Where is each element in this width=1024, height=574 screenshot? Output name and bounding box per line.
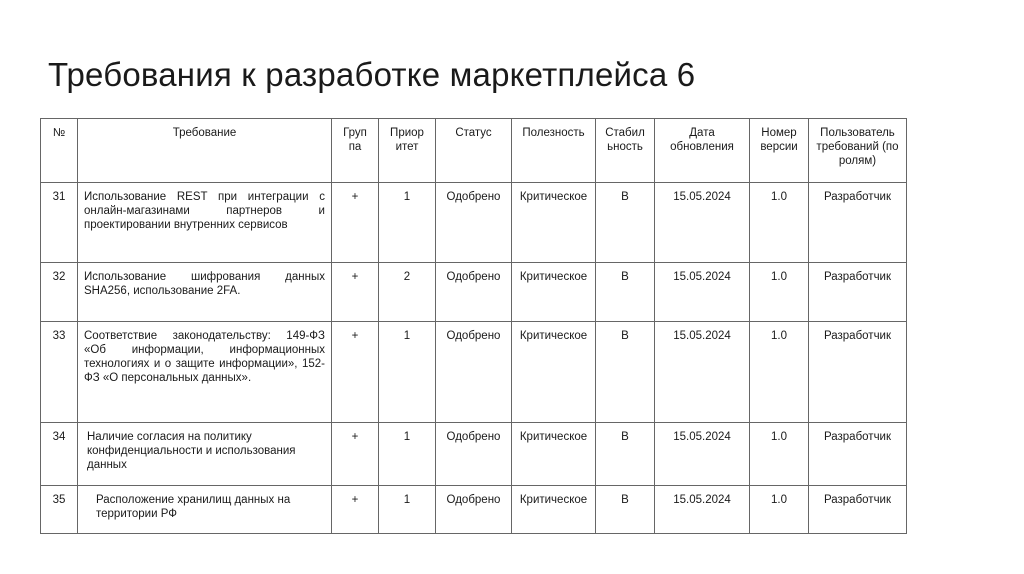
cell-status: Одобрено xyxy=(436,486,512,534)
cell-requirement: Использование REST при интеграции с онлайн-магазинами партнеров и проектировании внутренних сервисов xyxy=(78,183,332,263)
cell-version: 1.0 xyxy=(750,423,809,486)
cell-number: 34 xyxy=(41,423,78,486)
cell-stability: В xyxy=(596,263,655,322)
header-user-role: Пользователь требований (по ролям) xyxy=(809,119,907,183)
header-group: Груп па xyxy=(332,119,379,183)
slide-title: Требования к разработке маркетплейса 6 xyxy=(48,56,696,93)
cell-group: + xyxy=(332,486,379,534)
cell-user-role: Разработчик xyxy=(809,183,907,263)
table-header-row xyxy=(41,119,907,183)
header-usefulness: Полезность xyxy=(512,119,596,183)
cell-date: 15.05.2024 xyxy=(655,263,750,322)
cell-priority: 1 xyxy=(379,183,436,263)
cell-number: 32 xyxy=(41,263,78,322)
cell-status: Одобрено xyxy=(436,183,512,263)
cell-usefulness: Критическое xyxy=(512,183,596,263)
cell-user-role: Разработчик xyxy=(809,486,907,534)
cell-stability: В xyxy=(596,322,655,423)
cell-priority: 1 xyxy=(379,322,436,423)
header-stability: Стабил ьность xyxy=(596,119,655,183)
header-date: Дата обновления xyxy=(655,119,750,183)
cell-status: Одобрено xyxy=(436,263,512,322)
cell-user-role: Разработчик xyxy=(809,322,907,423)
cell-requirement: Расположение хранилищ данных на территории РФ xyxy=(78,486,332,534)
cell-version: 1.0 xyxy=(750,486,809,534)
cell-usefulness: Критическое xyxy=(512,263,596,322)
cell-status: Одобрено xyxy=(436,322,512,423)
cell-version: 1.0 xyxy=(750,263,809,322)
cell-number: 31 xyxy=(41,183,78,263)
table-row xyxy=(41,322,907,423)
cell-requirement: Наличие согласия на политику конфиденциальности и использования данных xyxy=(78,423,332,486)
table-row xyxy=(41,183,907,263)
cell-number: 33 xyxy=(41,322,78,423)
cell-requirement: Использование шифрования данных SHA256, использование 2FA. xyxy=(78,263,332,322)
table-row xyxy=(41,486,907,534)
cell-usefulness: Критическое xyxy=(512,322,596,423)
header-number: № xyxy=(41,119,78,183)
cell-group: + xyxy=(332,263,379,322)
cell-priority: 1 xyxy=(379,423,436,486)
cell-date: 15.05.2024 xyxy=(655,183,750,263)
cell-status: Одобрено xyxy=(436,423,512,486)
requirements-table xyxy=(40,118,907,534)
cell-group: + xyxy=(332,183,379,263)
header-version: Номер версии xyxy=(750,119,809,183)
cell-requirement: Соответствие законодательству: 149-ФЗ «Об информации, информационных технологиях и о защите информации», 152-ФЗ «О персональных данных». xyxy=(78,322,332,423)
cell-stability: В xyxy=(596,486,655,534)
cell-group: + xyxy=(332,423,379,486)
header-requirement: Требование xyxy=(78,119,332,183)
table-row xyxy=(41,263,907,322)
cell-priority: 2 xyxy=(379,263,436,322)
cell-user-role: Разработчик xyxy=(809,263,907,322)
cell-stability: В xyxy=(596,423,655,486)
cell-date: 15.05.2024 xyxy=(655,423,750,486)
table-row xyxy=(41,423,907,486)
cell-number: 35 xyxy=(41,486,78,534)
cell-version: 1.0 xyxy=(750,322,809,423)
cell-user-role: Разработчик xyxy=(809,423,907,486)
header-status: Статус xyxy=(436,119,512,183)
header-priority: Приор итет xyxy=(379,119,436,183)
cell-group: + xyxy=(332,322,379,423)
cell-priority: 1 xyxy=(379,486,436,534)
cell-version: 1.0 xyxy=(750,183,809,263)
cell-date: 15.05.2024 xyxy=(655,322,750,423)
cell-date: 15.05.2024 xyxy=(655,486,750,534)
cell-usefulness: Критическое xyxy=(512,486,596,534)
cell-usefulness: Критическое xyxy=(512,423,596,486)
cell-stability: В xyxy=(596,183,655,263)
